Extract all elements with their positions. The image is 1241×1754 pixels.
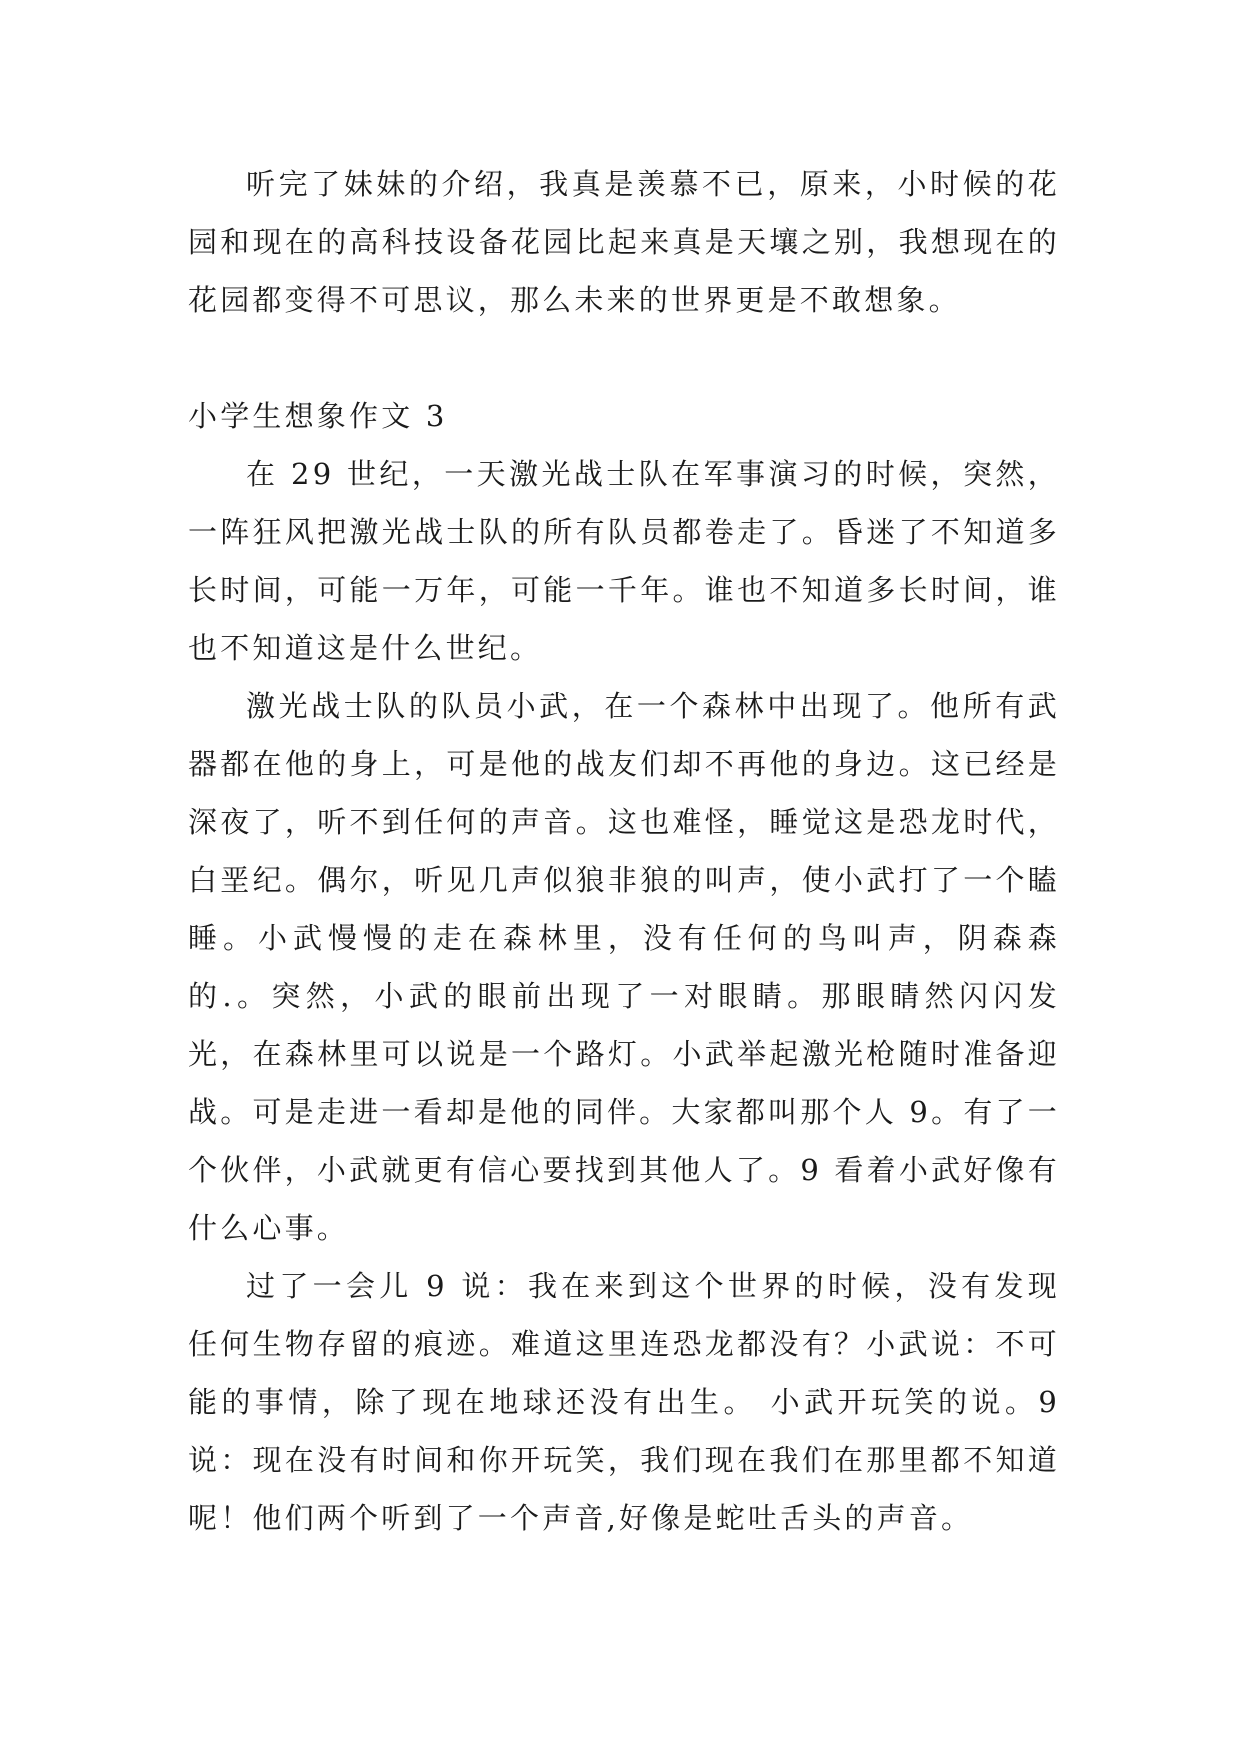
- paragraph: 过了一会儿 9 说：我在来到这个世界的时候，没有发现任何生物存留的痕迹。难道这里连恐龙都没有？小武说：不可能的事情，除了现在地球还没有出生。 小武开玩笑的说。9 说：现在没有时间和你开玩笑，我们现在我们在那里都不知道呢！他们两个听到了一个声音,好像是蛇吐舌头的声音。: [188, 1269, 1060, 1535]
- paragraph: 激光战士队的队员小武，在一个森林中出现了。他所有武器都在他的身上，可是他的战友们却不再他的身边。这已经是深夜了，听不到任何的声音。这也难怪，睡觉这是恐龙时代，白垩纪。偶尔，听见几声似狼非狼的叫声，使小武打了一个瞌睡。小武慢慢的走在森林里，没有任何的鸟叫声，阴森森的.。突然，小武的眼前出现了一对眼睛。那眼睛然闪闪发光，在森林里可以说是一个路灯。小武举起激光枪随时准备迎战。可是走进一看却是他的同伴。大家都叫那个人 9。有了一个伙伴，小武就更有信心要找到其他人了。9 看着小武好像有什么心事。: [188, 689, 1060, 1245]
- paragraph: 在 29 世纪，一天激光战士队在军事演习的时候，突然，一阵狂风把激光战士队的所有队员都卷走了。昏迷了不知道多长时间，可能一万年，可能一千年。谁也不知道多长时间，谁也不知道这是什么世纪。: [188, 457, 1060, 665]
- document-body: [188, 155, 1060, 1547]
- section-title: 小学生想象作文 3: [188, 399, 448, 433]
- paragraph-intro: 听完了妹妹的介绍，我真是羡慕不已，原来，小时候的花园和现在的高科技设备花园比起来真是天壤之别，我想现在的花园都变得不可思议，那么未来的世界更是不敢想象。: [188, 167, 1060, 317]
